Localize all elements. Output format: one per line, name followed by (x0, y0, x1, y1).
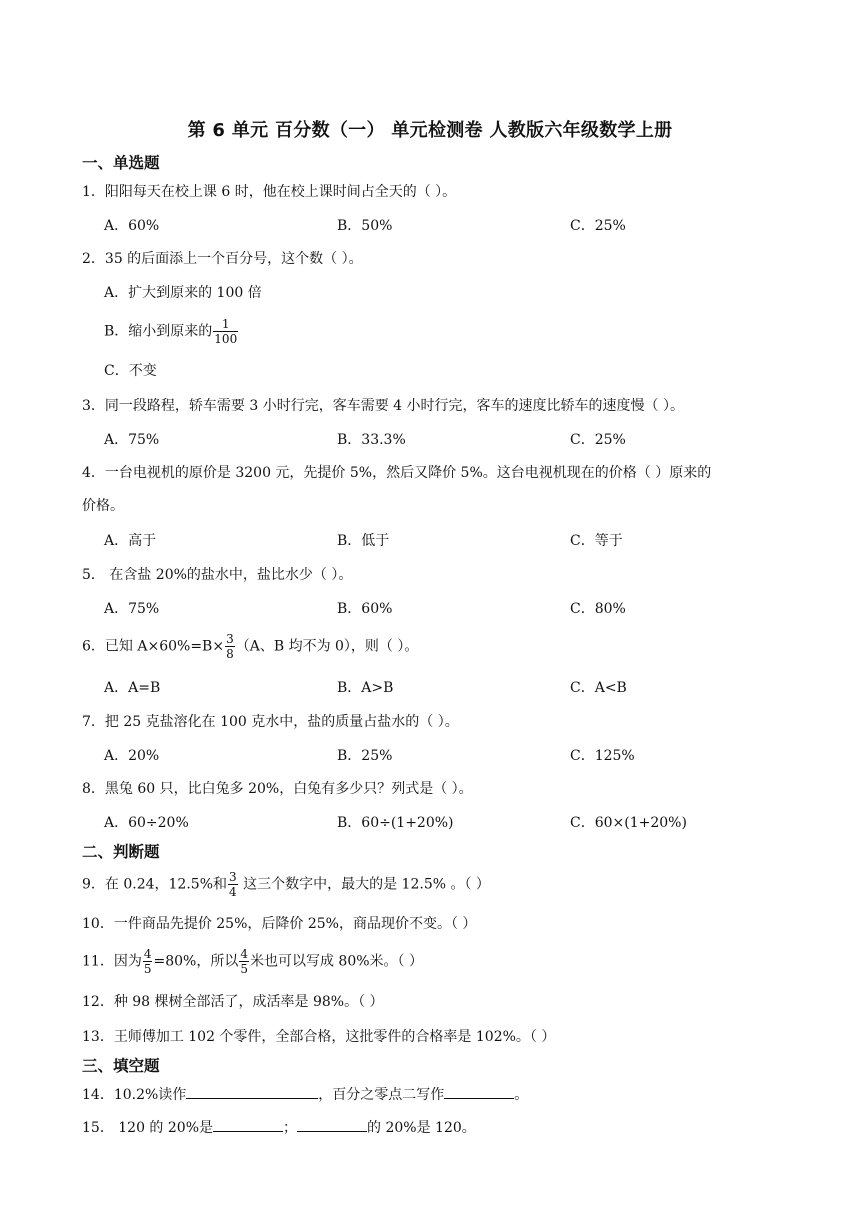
q5-option-c: C．80% (570, 601, 626, 617)
q1-option-b: B．50% (337, 218, 393, 234)
q11-suffix: 米也可以写成 80%米。（ ） (249, 953, 423, 970)
page-title: 第 6 单元 百分数（一） 单元检测卷 人教版六年级数学上册 (187, 120, 673, 141)
q5-option-b: B．60% (337, 601, 393, 617)
fraction (225, 633, 235, 660)
q14-suffix: 。 (514, 1087, 529, 1103)
question-7: 7．把 25 克盐溶化在 100 克水中，盐的质量占盐水的（ ）。 (82, 714, 459, 730)
answer-blank[interactable] (186, 1086, 318, 1099)
question-11 (82, 948, 423, 975)
fraction (228, 871, 238, 898)
fraction-denominator: 5 (240, 962, 248, 976)
q3-option-c: C．25% (570, 432, 626, 448)
q7-option-c: C．125% (570, 748, 635, 764)
q4-option-c: C．等于 (570, 533, 623, 549)
question-4-continued: 价格。 (82, 498, 124, 514)
section-heading-single-choice: 一、单选题 (82, 154, 160, 172)
q6-prefix: 6．已知 A×60%=B× (82, 638, 225, 655)
q8-option-c: C．60×(1+20%) (570, 815, 687, 831)
q4-option-a: A．高于 (104, 533, 157, 549)
fraction-numerator: 3 (226, 632, 234, 646)
question-14 (82, 1084, 528, 1104)
q11-prefix: 11．因为 (82, 953, 142, 970)
q8-option-b: B．60÷(1+20%) (337, 815, 454, 831)
fraction (213, 318, 238, 345)
q7-option-a: A．20% (104, 748, 160, 764)
fraction-numerator: 4 (240, 947, 248, 961)
answer-blank[interactable] (297, 1119, 367, 1132)
fraction-denominator: 8 (226, 647, 234, 661)
q14-prefix: 14．10.2%读作 (82, 1087, 187, 1103)
q14-middle: ，百分之零点二写作 (318, 1087, 445, 1103)
q9-prefix: 9．在 0.24，12.5%和 (82, 876, 228, 893)
answer-blank[interactable] (444, 1086, 514, 1099)
q2-option-a: A．扩大到原来的 100 倍 (104, 285, 262, 301)
q6-option-a: A．A=B (104, 680, 161, 696)
question-13: 13．王师傅加工 102 个零件，全部合格，这批零件的合格率是 102%。（ ） (82, 1029, 556, 1045)
question-5: 5． 在含盐 20%的盐水中，盐比水少（ ）。 (82, 567, 353, 583)
q15-suffix: 的 20%是 120。 (367, 1120, 476, 1136)
q3-option-b: B．33.3% (337, 432, 406, 448)
question-15 (82, 1117, 476, 1137)
q6-suffix: （A、B 均不为 0），则（ ）。 (235, 638, 419, 655)
q1-option-a: A．60% (104, 218, 160, 234)
fraction-denominator: 4 (229, 885, 237, 899)
q2-option-b-text: B．缩小到原来的 (104, 323, 213, 340)
q2-option-b (104, 318, 239, 345)
fraction-numerator: 4 (143, 947, 152, 961)
question-3: 3．同一段路程，轿车需要 3 小时行完，客车需要 4 小时行完，客车的速度比轿车的速度慢（ ）。 (82, 398, 684, 414)
q9-suffix: 这三个数字中，最大的是 12.5% 。（ ） (238, 876, 490, 893)
q6-option-b: B．A>B (337, 680, 394, 696)
fraction (239, 948, 249, 975)
section-heading-true-false: 二、判断题 (82, 843, 160, 861)
q11-middle: =80%，所以 (153, 953, 239, 970)
fraction-denominator: 100 (214, 332, 238, 346)
question-9 (82, 871, 490, 898)
fraction-denominator: 5 (143, 962, 152, 976)
q15-middle: ； (283, 1120, 298, 1136)
question-2: 2．35 的后面添上一个百分号，这个数（ ）。 (82, 251, 363, 267)
q7-option-b: B．25% (337, 748, 393, 764)
fraction-numerator: 3 (229, 870, 237, 884)
question-1: 1．阳阳每天在校上课 6 时，他在校上课时间占全天的（ ）。 (82, 184, 457, 200)
fraction (143, 948, 153, 975)
q6-option-c: C．A<B (570, 680, 627, 696)
q2-option-c: C．不变 (104, 363, 157, 379)
question-8: 8．黑兔 60 只，比白兔多 20%，白兔有多少只？列式是（ ）。 (82, 781, 473, 797)
answer-blank[interactable] (213, 1119, 283, 1132)
question-4: 4．一台电视机的原价是 3200 元，先提价 5%，然后又降价 5%。这台电视机现在的价格（ ）原来的 (82, 465, 712, 481)
section-heading-fill-in: 三、填空题 (82, 1057, 160, 1075)
question-6 (82, 633, 418, 660)
q4-option-b: B．低于 (337, 533, 390, 549)
q1-option-c: C．25% (570, 218, 626, 234)
question-10: 10．一件商品先提价 25%，后降价 25%，商品现价不变。（ ） (82, 916, 477, 932)
q15-prefix: 15． 120 的 20%是 (82, 1120, 214, 1136)
question-12: 12．种 98 棵树全部活了，成活率是 98%。（ ） (82, 994, 384, 1010)
q3-option-a: A．75% (104, 432, 160, 448)
fraction-numerator: 1 (213, 318, 238, 332)
q5-option-a: A．75% (104, 601, 160, 617)
q8-option-a: A．60÷20% (104, 815, 189, 831)
